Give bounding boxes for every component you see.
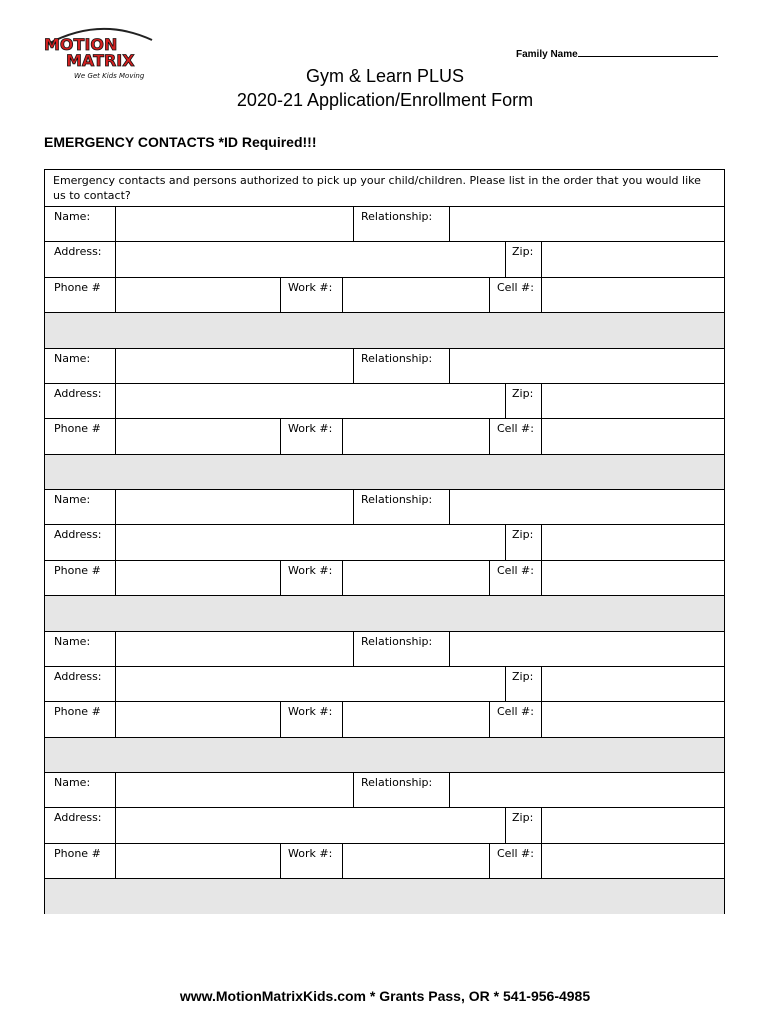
relationship-field[interactable]	[450, 631, 724, 666]
family-name-field	[516, 46, 718, 60]
relationship-label: Relationship:	[361, 776, 433, 789]
work-field[interactable]	[343, 277, 489, 312]
col-divider	[505, 807, 506, 842]
phone-field[interactable]	[116, 701, 280, 736]
work-label: Work #:	[288, 280, 333, 294]
family-name-label: Family Name	[516, 49, 578, 60]
zip-field[interactable]	[542, 524, 724, 559]
address-field[interactable]	[116, 241, 505, 276]
col-divider	[353, 631, 354, 666]
phone-label: Phone #	[54, 846, 101, 860]
zip-label: Zip:	[512, 528, 534, 542]
relationship-field[interactable]	[450, 772, 724, 807]
logo-tagline: We Get Kids Moving	[74, 72, 145, 80]
phone-label: Phone #	[54, 422, 101, 436]
spacer-row	[45, 596, 724, 630]
logo-word-1: MOTION	[44, 35, 118, 54]
form-title: Gym & Learn PLUS	[305, 66, 465, 86]
address-field[interactable]	[116, 666, 505, 701]
col-divider	[505, 241, 506, 276]
address-label: Address:	[54, 386, 102, 400]
work-label: Work #:	[288, 846, 333, 860]
address-label: Address:	[54, 669, 102, 683]
work-label: Work #:	[288, 705, 333, 719]
col-divider	[280, 701, 281, 736]
zip-field[interactable]	[542, 666, 724, 701]
cell-label: Cell #:	[497, 705, 534, 719]
work-field[interactable]	[343, 418, 489, 453]
cell-field[interactable]	[542, 560, 724, 595]
name-field[interactable]	[116, 348, 353, 383]
intro-text: Emergency contacts and persons authorized to pick up your child/children. Please list in the order that you would like us to contact?	[53, 174, 701, 202]
col-divider	[353, 348, 354, 383]
section-heading: EMERGENCY CONTACTS *ID Required!!!	[44, 134, 317, 150]
zip-label: Zip:	[512, 245, 534, 259]
col-divider	[280, 277, 281, 312]
zip-field[interactable]	[542, 383, 724, 418]
col-divider	[280, 560, 281, 595]
cell-label: Cell #:	[497, 280, 534, 294]
phone-field[interactable]	[116, 843, 280, 878]
name-label: Name:	[54, 634, 91, 648]
phone-field[interactable]	[116, 277, 280, 312]
col-divider	[353, 206, 354, 241]
zip-label: Zip:	[512, 811, 534, 825]
col-divider	[489, 843, 490, 878]
address-label: Address:	[54, 245, 102, 259]
name-label: Name:	[54, 493, 91, 506]
address-label: Address:	[54, 528, 102, 542]
cell-field[interactable]	[542, 277, 724, 312]
work-label: Work #:	[288, 422, 333, 436]
family-name-line[interactable]	[578, 46, 718, 57]
zip-field[interactable]	[542, 241, 724, 276]
col-divider	[489, 701, 490, 736]
spacer-row	[45, 455, 724, 489]
spacer-row	[45, 738, 724, 772]
form-subtitle: 2020-21 Application/Enrollment Form	[236, 90, 534, 110]
relationship-field[interactable]	[450, 489, 724, 524]
address-field[interactable]	[116, 524, 505, 559]
col-divider	[280, 843, 281, 878]
col-divider	[489, 560, 490, 595]
col-divider	[353, 772, 354, 807]
col-divider	[505, 524, 506, 559]
relationship-label: Relationship:	[361, 351, 433, 365]
col-divider	[489, 277, 490, 312]
cell-label: Cell #:	[497, 563, 534, 577]
address-field[interactable]	[116, 807, 505, 842]
name-field[interactable]	[116, 772, 353, 807]
logo-word-2: MATRIX	[66, 51, 135, 70]
address-field[interactable]	[116, 383, 505, 418]
zip-label: Zip:	[512, 669, 534, 683]
spacer-row	[45, 879, 724, 913]
zip-field[interactable]	[542, 807, 724, 842]
work-label: Work #:	[288, 563, 333, 577]
name-label: Name:	[54, 776, 91, 789]
phone-label: Phone #	[54, 705, 101, 719]
relationship-label: Relationship:	[361, 210, 433, 223]
work-field[interactable]	[343, 843, 489, 878]
address-label: Address:	[54, 811, 102, 825]
name-label: Name:	[54, 351, 91, 365]
phone-field[interactable]	[116, 418, 280, 453]
col-divider	[489, 418, 490, 453]
name-field[interactable]	[116, 631, 353, 666]
relationship-field[interactable]	[450, 206, 724, 241]
col-divider	[505, 383, 506, 418]
work-field[interactable]	[343, 701, 489, 736]
cell-label: Cell #:	[497, 422, 534, 436]
cell-field[interactable]	[542, 843, 724, 878]
phone-field[interactable]	[116, 560, 280, 595]
relationship-label: Relationship:	[361, 634, 433, 648]
name-field[interactable]	[116, 206, 353, 241]
col-divider	[505, 666, 506, 701]
cell-field[interactable]	[542, 701, 724, 736]
spacer-row	[45, 313, 724, 347]
col-divider	[353, 489, 354, 524]
cell-label: Cell #:	[497, 846, 534, 860]
name-field[interactable]	[116, 489, 353, 524]
cell-field[interactable]	[542, 418, 724, 453]
phone-label: Phone #	[54, 563, 101, 577]
name-label: Name:	[54, 210, 91, 223]
footer-contact: www.MotionMatrixKids.com * Grants Pass, OR * 541-956-4985	[179, 988, 591, 1004]
relationship-label: Relationship:	[361, 493, 433, 506]
col-divider	[280, 418, 281, 453]
emergency-contacts-table	[44, 169, 725, 914]
work-field[interactable]	[343, 560, 489, 595]
relationship-field[interactable]	[450, 348, 724, 383]
phone-label: Phone #	[54, 280, 101, 294]
zip-label: Zip:	[512, 386, 534, 400]
